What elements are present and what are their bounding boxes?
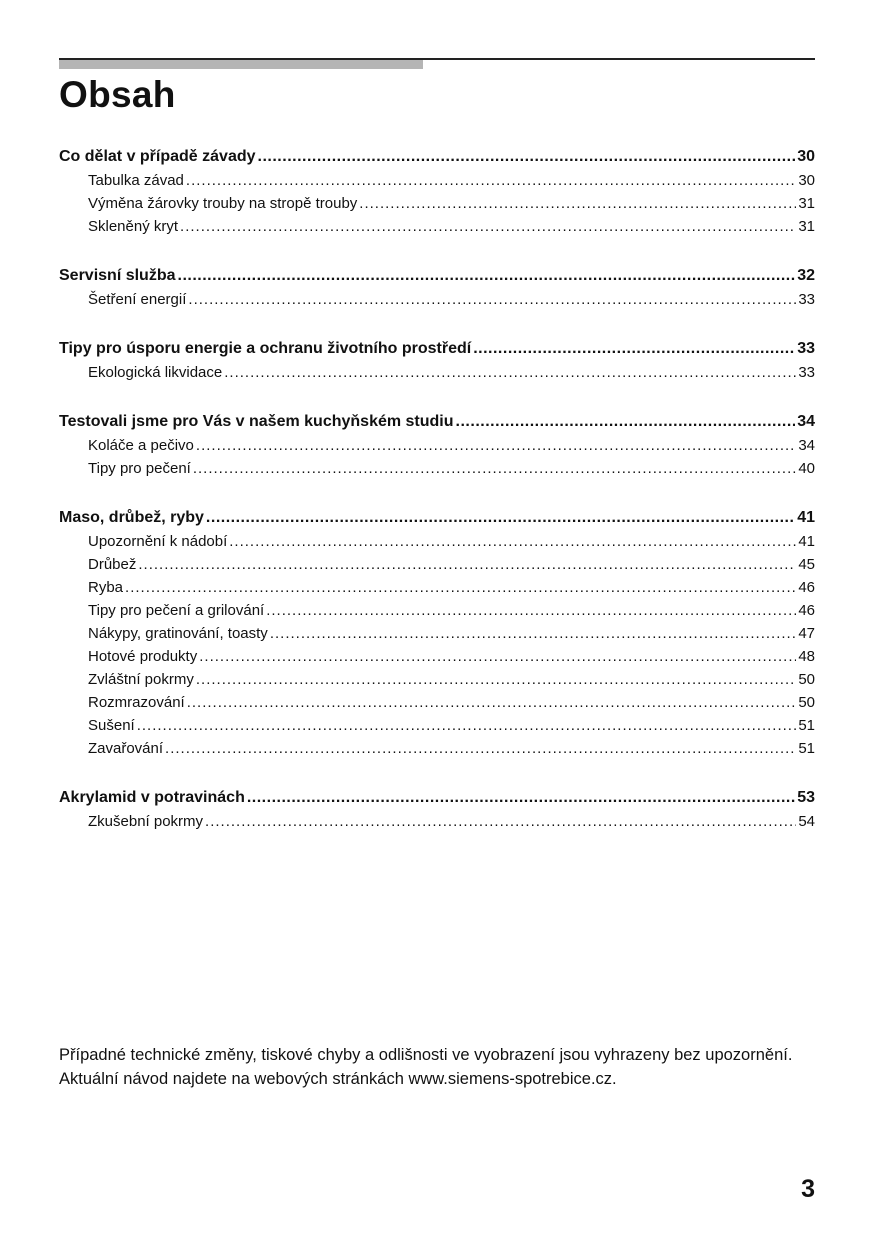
toc-subentry-label: Ekologická likvidace: [88, 364, 223, 381]
toc-subentry-label: Rozmrazování: [88, 694, 185, 711]
toc-subentry-page: 47: [798, 625, 815, 642]
dot-leader: [199, 645, 796, 668]
toc-subentry-page: 54: [798, 813, 815, 830]
toc-entry-page: 30: [797, 148, 815, 165]
toc-subentry-page: 51: [798, 717, 815, 734]
toc-subentry-label: Hotové produkty: [88, 648, 198, 665]
toc-entry[interactable]: [59, 786, 815, 810]
toc-entry-label: Co dělat v případě závady: [59, 148, 256, 165]
dot-leader: [137, 714, 797, 737]
dot-leader: [180, 215, 796, 238]
toc-subentry-label: Šetření energií: [88, 291, 187, 308]
toc-subentry-label: Zvláštní pokrmy: [88, 671, 194, 688]
dot-leader: [193, 457, 796, 480]
dot-leader: [188, 288, 796, 311]
toc-subentry[interactable]: [59, 576, 815, 599]
dot-leader: [165, 737, 796, 760]
toc-entry-label: Tipy pro úsporu energie a ochranu životního prostředí: [59, 340, 472, 357]
toc-subentry-page: 50: [798, 671, 815, 688]
toc-subentry-page: 31: [798, 218, 815, 235]
toc-subentry-label: Drůbež: [88, 556, 137, 573]
page-title: Obsah: [59, 74, 176, 115]
toc-subentry[interactable]: [59, 599, 815, 622]
toc-subentry-page: 40: [798, 460, 815, 477]
toc-subentry-label: Nákypy, gratinování, toasty: [88, 625, 268, 642]
dot-leader: [229, 530, 796, 553]
toc-subentry[interactable]: [59, 668, 815, 691]
toc-subentry-page: 46: [798, 602, 815, 619]
toc-entry-label: Maso, drůbež, ryby: [59, 509, 204, 526]
toc-subentry-page: 41: [798, 533, 815, 550]
toc-subentry-page: 48: [798, 648, 815, 665]
toc-subentry[interactable]: [59, 361, 815, 384]
toc-subentry-label: Výměna žárovky trouby na stropě trouby: [88, 195, 358, 212]
toc-subentry-page: 34: [798, 437, 815, 454]
toc-subentry[interactable]: [59, 192, 815, 215]
page-number: 3: [801, 1175, 815, 1203]
table-of-contents: [59, 145, 815, 859]
toc-entry[interactable]: [59, 410, 815, 434]
toc-subentry-page: 33: [798, 364, 815, 381]
toc-subentry[interactable]: [59, 645, 815, 668]
toc-subentry-page: 50: [798, 694, 815, 711]
toc-subentry[interactable]: [59, 215, 815, 238]
dot-leader: [125, 576, 796, 599]
toc-subentry[interactable]: [59, 530, 815, 553]
toc-subentry-label: Tabulka závad: [88, 172, 184, 189]
toc-entry-page: 34: [797, 413, 815, 430]
toc-entry[interactable]: [59, 145, 815, 169]
toc-subentry[interactable]: [59, 169, 815, 192]
dot-leader: [186, 169, 796, 192]
toc-subentry-label: Zkušební pokrmy: [88, 813, 204, 830]
toc-subentry-label: Zavařování: [88, 740, 164, 757]
toc-section: [59, 506, 815, 760]
dot-leader: [205, 810, 796, 833]
toc-entry-page: 32: [797, 267, 815, 284]
header-accent-bar: [59, 60, 423, 69]
dot-leader: [187, 691, 797, 714]
toc-entry-page: 53: [797, 789, 815, 806]
dot-leader: [473, 337, 795, 361]
toc-section: [59, 410, 815, 480]
toc-subentry[interactable]: [59, 553, 815, 576]
toc-subentry-label: Koláče a pečivo: [88, 437, 194, 454]
toc-subentry-label: Upozornění k nádobí: [88, 533, 228, 550]
toc-subentry-label: Tipy pro pečení a grilování: [88, 602, 265, 619]
toc-section: [59, 264, 815, 311]
toc-entry-label: Testovali jsme pro Vás v našem kuchyňském studiu: [59, 413, 454, 430]
toc-subentry-page: 51: [798, 740, 815, 757]
toc-subentry-page: 31: [798, 195, 815, 212]
dot-leader: [359, 192, 796, 215]
toc-section: [59, 145, 815, 238]
dot-leader: [138, 553, 796, 576]
toc-subentry[interactable]: [59, 737, 815, 760]
dot-leader: [196, 434, 796, 457]
dot-leader: [206, 506, 795, 530]
dot-leader: [247, 786, 795, 810]
toc-entry[interactable]: [59, 264, 815, 288]
dot-leader: [196, 668, 796, 691]
disclaimer-text: Případné technické změny, tiskové chyby a odlišnosti ve vyobrazení jsou vyhrazeny bez upozornění. Aktuální návod najdete na webových stránkách www.siemens-spotrebice.cz.: [59, 1046, 793, 1088]
toc-section: [59, 337, 815, 384]
dot-leader: [258, 145, 796, 169]
toc-entry[interactable]: [59, 506, 815, 530]
toc-entry-label: Akrylamid v potravinách: [59, 789, 245, 806]
toc-subentry[interactable]: [59, 691, 815, 714]
toc-subentry-label: Skleněný kryt: [88, 218, 179, 235]
dot-leader: [456, 410, 796, 434]
toc-subentry[interactable]: [59, 457, 815, 480]
dot-leader: [178, 264, 796, 288]
toc-subentry-label: Ryba: [88, 579, 124, 596]
toc-subentry-label: Tipy pro pečení: [88, 460, 191, 477]
toc-subentry[interactable]: [59, 288, 815, 311]
dot-leader: [266, 599, 796, 622]
toc-subentry-page: 45: [798, 556, 815, 573]
toc-entry-label: Servisní služba: [59, 267, 176, 284]
toc-subentry-label: Sušení: [88, 717, 135, 734]
dot-leader: [224, 361, 796, 384]
dot-leader: [270, 622, 797, 645]
toc-subentry[interactable]: [59, 810, 815, 833]
toc-subentry[interactable]: [59, 434, 815, 457]
toc-subentry-page: 46: [798, 579, 815, 596]
toc-subentry[interactable]: [59, 714, 815, 737]
toc-entry-page: 33: [797, 340, 815, 357]
toc-subentry-page: 30: [798, 172, 815, 189]
toc-subentry-page: 33: [798, 291, 815, 308]
toc-entry-page: 41: [797, 509, 815, 526]
toc-subentry[interactable]: [59, 622, 815, 645]
toc-entry[interactable]: [59, 337, 815, 361]
toc-section: [59, 786, 815, 833]
